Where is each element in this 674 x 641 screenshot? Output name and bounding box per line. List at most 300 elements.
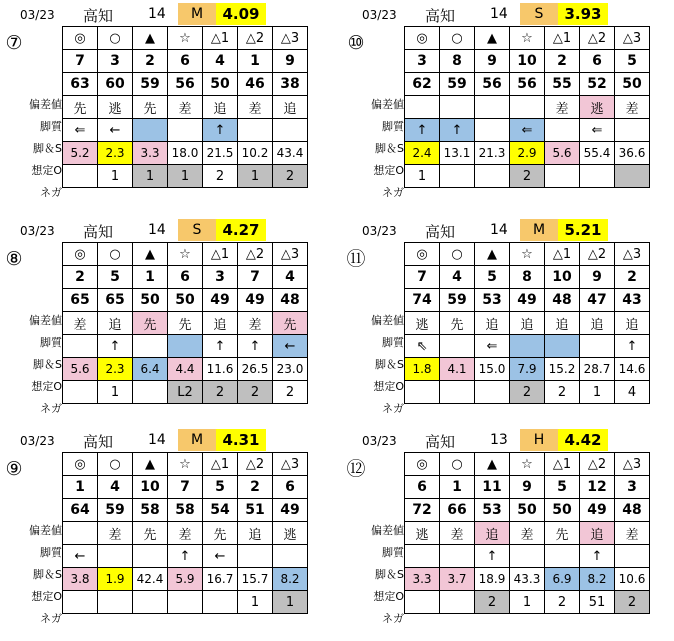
- table-cell: 先: [203, 522, 238, 545]
- table-cell: 差: [238, 96, 273, 119]
- table-cell: ↑: [475, 545, 510, 568]
- table-cell: 1: [510, 591, 545, 614]
- table-cell: 18.0: [168, 142, 203, 165]
- table-cell: 42.4: [133, 568, 168, 591]
- grade-badge: M: [178, 429, 216, 451]
- table-cell: 1: [168, 165, 203, 188]
- table-cell: 53: [475, 499, 510, 522]
- row-label: 脚質: [40, 120, 62, 133]
- table-row: [63, 119, 308, 142]
- table-cell: 追: [580, 522, 615, 545]
- table-cell: 差: [63, 312, 98, 335]
- table-cell: ↑: [615, 335, 650, 358]
- table-row: [63, 499, 308, 522]
- table-cell: [238, 545, 273, 568]
- table-cell: 6.9: [545, 568, 580, 591]
- table-cell: 10.6: [615, 568, 650, 591]
- table-cell: 49: [580, 499, 615, 522]
- table-row: [63, 73, 308, 96]
- table-cell: 48: [273, 289, 308, 312]
- score-badge: 3.93: [558, 3, 608, 25]
- table-cell: [273, 545, 308, 568]
- table-cell: 3: [615, 476, 650, 499]
- table-cell: 8: [510, 266, 545, 289]
- table-cell: △3: [615, 243, 650, 266]
- row-label: ネガ: [40, 402, 62, 415]
- table-cell: 52: [580, 73, 615, 96]
- table-cell: 逃: [405, 312, 440, 335]
- table-cell: ◎: [405, 27, 440, 50]
- table-cell: ↑: [98, 335, 133, 358]
- prediction-table: [62, 26, 308, 188]
- table-cell: 53: [475, 289, 510, 312]
- table-cell: 49: [510, 289, 545, 312]
- table-cell: [63, 381, 98, 404]
- table-cell: 6.4: [133, 358, 168, 381]
- table-row: [405, 165, 650, 188]
- track-name: 高知: [83, 433, 114, 451]
- grade-badge: M: [178, 3, 216, 25]
- table-cell: ←: [273, 335, 308, 358]
- table-row: [405, 243, 650, 266]
- prediction-table: [404, 242, 650, 404]
- table-cell: [133, 545, 168, 568]
- runner-count: 13: [490, 432, 508, 448]
- table-cell: [545, 545, 580, 568]
- table-cell: 48: [545, 289, 580, 312]
- table-cell: △1: [545, 243, 580, 266]
- table-cell: ↑: [440, 119, 475, 142]
- table-row: [63, 243, 308, 266]
- table-cell: △1: [545, 453, 580, 476]
- table-cell: [615, 119, 650, 142]
- row-label: 脚質: [40, 546, 62, 559]
- prediction-table: [62, 242, 308, 404]
- table-row: [63, 476, 308, 499]
- score-badge: 5.21: [558, 219, 608, 241]
- table-cell: 先: [440, 312, 475, 335]
- table-cell: 2: [615, 591, 650, 614]
- table-cell: 1: [440, 476, 475, 499]
- row-label: 脚質: [40, 336, 62, 349]
- row-label: 偏差値: [371, 524, 404, 537]
- table-cell: 6: [405, 476, 440, 499]
- row-label: 偏差値: [29, 98, 62, 111]
- row-label: 脚質: [382, 120, 404, 133]
- row-label: 脚＆S: [375, 142, 404, 155]
- table-cell: 50: [545, 499, 580, 522]
- table-cell: 追: [545, 312, 580, 335]
- table-cell: 2: [510, 381, 545, 404]
- table-cell: 11.6: [203, 358, 238, 381]
- table-cell: [580, 335, 615, 358]
- table-cell: 64: [63, 499, 98, 522]
- table-row: [63, 591, 308, 614]
- track-name: 高知: [83, 7, 114, 25]
- table-cell: 追: [580, 312, 615, 335]
- table-cell: 1: [273, 591, 308, 614]
- table-row: [63, 289, 308, 312]
- race-date: 03/23: [20, 8, 55, 22]
- table-row: [63, 453, 308, 476]
- table-cell: 56: [475, 73, 510, 96]
- table-cell: 72: [405, 499, 440, 522]
- table-row: [405, 312, 650, 335]
- table-cell: 10: [133, 476, 168, 499]
- table-cell: L2: [168, 381, 203, 404]
- table-cell: 10: [545, 266, 580, 289]
- table-cell: ↑: [203, 119, 238, 142]
- table-cell: △1: [203, 27, 238, 50]
- table-row: [405, 358, 650, 381]
- table-cell: 2: [133, 50, 168, 73]
- table-cell: 50: [133, 289, 168, 312]
- table-cell: ▲: [475, 243, 510, 266]
- table-cell: ◎: [405, 453, 440, 476]
- table-cell: 15.2: [545, 358, 580, 381]
- row-label: 想定O: [31, 590, 62, 603]
- table-cell: 8.2: [580, 568, 615, 591]
- table-cell: ◎: [63, 27, 98, 50]
- table-row: [405, 499, 650, 522]
- table-cell: 追: [98, 312, 133, 335]
- table-cell: 59: [133, 73, 168, 96]
- table-row: [63, 165, 308, 188]
- table-cell: [440, 591, 475, 614]
- race-number: ⑫: [346, 458, 366, 480]
- table-cell: △1: [203, 243, 238, 266]
- table-cell: 7: [63, 50, 98, 73]
- table-cell: 6: [273, 476, 308, 499]
- table-cell: 先: [63, 96, 98, 119]
- table-row: [405, 96, 650, 119]
- table-cell: 55: [545, 73, 580, 96]
- table-cell: 1: [405, 165, 440, 188]
- table-cell: 15.7: [238, 568, 273, 591]
- table-cell: 追: [203, 96, 238, 119]
- table-row: [405, 335, 650, 358]
- table-cell: 58: [168, 499, 203, 522]
- table-cell: 3.3: [133, 142, 168, 165]
- table-cell: 先: [133, 312, 168, 335]
- table-cell: 65: [63, 289, 98, 312]
- table-cell: 7: [405, 266, 440, 289]
- table-cell: ○: [440, 27, 475, 50]
- table-row: [405, 27, 650, 50]
- table-cell: 56: [168, 73, 203, 96]
- table-row: [405, 476, 650, 499]
- table-cell: [63, 522, 98, 545]
- table-cell: 15.0: [475, 358, 510, 381]
- table-cell: ☆: [168, 27, 203, 50]
- table-cell: [475, 381, 510, 404]
- table-cell: △2: [580, 243, 615, 266]
- table-cell: [98, 591, 133, 614]
- table-cell: 追: [273, 96, 308, 119]
- runner-count: 14: [148, 432, 166, 448]
- table-cell: ↑: [238, 335, 273, 358]
- table-cell: 2: [545, 50, 580, 73]
- table-row: [405, 522, 650, 545]
- table-cell: 5: [615, 50, 650, 73]
- table-cell: ←: [203, 545, 238, 568]
- table-cell: ▲: [133, 243, 168, 266]
- table-cell: 1: [98, 381, 133, 404]
- table-cell: [440, 381, 475, 404]
- table-cell: ↑: [405, 119, 440, 142]
- table-cell: ☆: [510, 453, 545, 476]
- race-date: 03/23: [362, 224, 397, 238]
- table-cell: ○: [440, 243, 475, 266]
- race-number: ⑪: [346, 248, 366, 270]
- table-cell: 3.8: [63, 568, 98, 591]
- row-label: 偏差値: [371, 314, 404, 327]
- table-cell: ⇐: [580, 119, 615, 142]
- table-cell: 5: [545, 476, 580, 499]
- table-cell: 先: [168, 312, 203, 335]
- table-cell: 16.7: [203, 568, 238, 591]
- table-cell: 1: [133, 165, 168, 188]
- table-cell: 追: [615, 312, 650, 335]
- table-cell: 62: [405, 73, 440, 96]
- table-cell: 8.2: [273, 568, 308, 591]
- race-panel: [342, 218, 672, 428]
- row-label: 想定O: [31, 380, 62, 393]
- table-cell: 46: [238, 73, 273, 96]
- table-cell: [133, 335, 168, 358]
- table-cell: 2: [475, 591, 510, 614]
- table-cell: 9: [273, 50, 308, 73]
- table-cell: [440, 165, 475, 188]
- runner-count: 14: [490, 222, 508, 238]
- race-number: ⑩: [347, 32, 365, 54]
- table-cell: 4.1: [440, 358, 475, 381]
- table-cell: 2.3: [98, 142, 133, 165]
- row-label: 想定O: [31, 164, 62, 177]
- table-cell: 51: [580, 591, 615, 614]
- race-panel: [0, 2, 330, 212]
- table-row: [63, 142, 308, 165]
- table-cell: 1: [98, 165, 133, 188]
- table-cell: [273, 119, 308, 142]
- table-cell: ↑: [203, 335, 238, 358]
- table-cell: 2: [273, 165, 308, 188]
- table-cell: 1.8: [405, 358, 440, 381]
- table-row: [63, 335, 308, 358]
- table-cell: 5: [98, 266, 133, 289]
- table-cell: 8: [440, 50, 475, 73]
- table-cell: 21.5: [203, 142, 238, 165]
- table-cell: [405, 545, 440, 568]
- table-cell: △3: [273, 243, 308, 266]
- grade-badge: H: [520, 429, 558, 451]
- table-cell: 47: [580, 289, 615, 312]
- table-cell: [615, 165, 650, 188]
- table-cell: 2: [545, 381, 580, 404]
- table-cell: [580, 165, 615, 188]
- table-row: [405, 73, 650, 96]
- table-cell: ○: [440, 453, 475, 476]
- table-cell: 12: [580, 476, 615, 499]
- table-cell: 差: [168, 522, 203, 545]
- table-row: [63, 545, 308, 568]
- row-label: 想定O: [373, 380, 404, 393]
- race-number: ⑦: [5, 32, 23, 54]
- table-cell: [133, 591, 168, 614]
- row-label: 脚＆S: [33, 142, 62, 155]
- table-row: [63, 522, 308, 545]
- table-cell: 逃: [273, 522, 308, 545]
- table-cell: 4: [273, 266, 308, 289]
- table-cell: 7: [238, 266, 273, 289]
- panel-header: [0, 2, 330, 26]
- row-label: 脚＆S: [375, 358, 404, 371]
- table-row: [405, 119, 650, 142]
- table-cell: [475, 96, 510, 119]
- table-cell: 2: [203, 165, 238, 188]
- table-cell: 6: [168, 50, 203, 73]
- table-cell: ▲: [133, 453, 168, 476]
- table-cell: 74: [405, 289, 440, 312]
- table-cell: 50: [615, 73, 650, 96]
- race-panel: [342, 2, 672, 212]
- table-cell: 1.9: [98, 568, 133, 591]
- table-row: [405, 453, 650, 476]
- prediction-table: [404, 452, 650, 614]
- table-cell: [405, 591, 440, 614]
- table-cell: 差: [440, 522, 475, 545]
- race-date: 03/23: [20, 224, 55, 238]
- runner-count: 14: [148, 222, 166, 238]
- table-cell: 逃: [98, 96, 133, 119]
- table-row: [405, 568, 650, 591]
- table-row: [405, 50, 650, 73]
- table-cell: 43.4: [273, 142, 308, 165]
- table-cell: 1: [580, 381, 615, 404]
- table-cell: 5.6: [545, 142, 580, 165]
- table-cell: 56: [510, 73, 545, 96]
- table-cell: 4: [98, 476, 133, 499]
- table-cell: 11: [475, 476, 510, 499]
- table-cell: ▲: [133, 27, 168, 50]
- prediction-table: [62, 452, 308, 614]
- table-row: [405, 381, 650, 404]
- track-name: 高知: [425, 223, 456, 241]
- grade-badge: M: [520, 219, 558, 241]
- table-cell: 追: [203, 312, 238, 335]
- table-row: [405, 142, 650, 165]
- table-cell: [203, 591, 238, 614]
- row-label: 偏差値: [371, 98, 404, 111]
- table-cell: △3: [273, 453, 308, 476]
- table-cell: 4: [615, 381, 650, 404]
- table-cell: 2.4: [405, 142, 440, 165]
- table-row: [63, 358, 308, 381]
- table-cell: ⇖: [405, 335, 440, 358]
- table-cell: ↑: [580, 545, 615, 568]
- table-cell: [405, 96, 440, 119]
- table-cell: [510, 335, 545, 358]
- table-cell: [545, 119, 580, 142]
- row-label: 想定O: [373, 164, 404, 177]
- table-cell: 逃: [405, 522, 440, 545]
- table-cell: 48: [615, 499, 650, 522]
- table-cell: [168, 335, 203, 358]
- table-cell: 3.3: [405, 568, 440, 591]
- row-label: 脚＆S: [33, 358, 62, 371]
- table-cell: △2: [580, 453, 615, 476]
- table-cell: 3.7: [440, 568, 475, 591]
- table-cell: 2: [238, 381, 273, 404]
- table-cell: 2: [273, 381, 308, 404]
- table-cell: 追: [238, 522, 273, 545]
- table-cell: 4.4: [168, 358, 203, 381]
- table-cell: 23.0: [273, 358, 308, 381]
- table-cell: 差: [98, 522, 133, 545]
- table-cell: 59: [440, 73, 475, 96]
- table-cell: 2: [238, 476, 273, 499]
- table-cell: [440, 335, 475, 358]
- table-cell: 差: [615, 522, 650, 545]
- table-cell: 26.5: [238, 358, 273, 381]
- table-cell: 60: [98, 73, 133, 96]
- table-cell: △2: [238, 453, 273, 476]
- table-cell: [545, 165, 580, 188]
- table-cell: 58: [133, 499, 168, 522]
- table-cell: ▲: [475, 27, 510, 50]
- table-cell: 6: [580, 50, 615, 73]
- table-cell: 1: [63, 476, 98, 499]
- table-cell: 1: [133, 266, 168, 289]
- table-cell: 65: [98, 289, 133, 312]
- table-cell: ☆: [510, 27, 545, 50]
- race-panel: [0, 428, 330, 638]
- table-cell: 差: [238, 312, 273, 335]
- table-cell: 追: [475, 312, 510, 335]
- table-cell: 2: [615, 266, 650, 289]
- table-cell: 2.9: [510, 142, 545, 165]
- table-cell: ▲: [475, 453, 510, 476]
- table-cell: 2.3: [98, 358, 133, 381]
- row-label: ネガ: [40, 186, 62, 199]
- table-cell: ☆: [168, 453, 203, 476]
- score-badge: 4.27: [216, 219, 266, 241]
- race-panel: [0, 218, 330, 428]
- table-cell: 先: [545, 522, 580, 545]
- table-cell: 6: [168, 266, 203, 289]
- table-cell: ←: [63, 545, 98, 568]
- score-badge: 4.42: [558, 429, 608, 451]
- table-cell: 1: [238, 165, 273, 188]
- table-cell: [440, 545, 475, 568]
- table-cell: [615, 545, 650, 568]
- table-cell: 21.3: [475, 142, 510, 165]
- row-label: ネガ: [382, 186, 404, 199]
- table-cell: 7: [168, 476, 203, 499]
- track-name: 高知: [425, 7, 456, 25]
- row-label: ネガ: [40, 612, 62, 625]
- race-date: 03/23: [362, 434, 397, 448]
- row-label: ネガ: [382, 402, 404, 415]
- table-cell: 49: [238, 289, 273, 312]
- panel-header: [342, 2, 672, 26]
- table-cell: 49: [273, 499, 308, 522]
- row-label: 偏差値: [29, 524, 62, 537]
- score-badge: 4.31: [216, 429, 266, 451]
- table-cell: ◎: [63, 453, 98, 476]
- table-cell: 3: [405, 50, 440, 73]
- table-cell: 1: [238, 50, 273, 73]
